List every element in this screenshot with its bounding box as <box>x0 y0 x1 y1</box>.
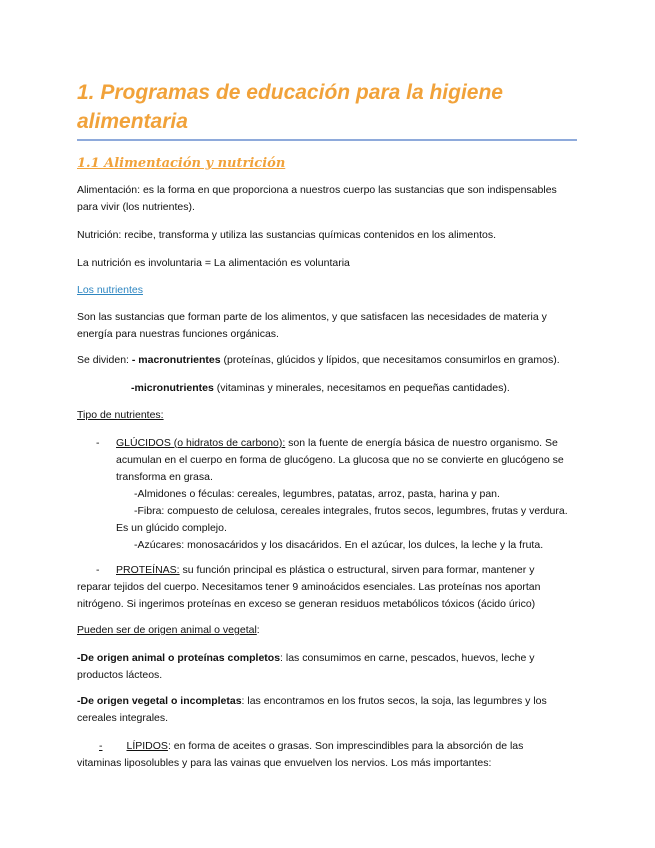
glucidos-bullet: - <box>96 437 100 449</box>
involuntaria-paragraph: La nutrición es involuntaria = La alimentación es voluntaria <box>77 257 350 269</box>
glucidos-rest: son la fuente de energía básica de nuestro organismo. Se acumulan en el cuerpo en forma de glucógeno. La glucosa que no se convierte en glucógeno se transforma en grasa. <box>116 437 564 483</box>
section-subtitle: 1.1 Alimentación y nutrición <box>77 156 286 171</box>
se-dividen-prefix: Se dividen: <box>77 354 132 366</box>
origen-animal-paragraph <box>77 650 547 684</box>
vegetal-label: -De origen vegetal o incompletas <box>77 695 242 707</box>
origen-heading <box>77 622 260 639</box>
vegetal-rest: : las encontramos en los frutos secos, la soja, las legumbres y los cereales integrales. <box>77 695 547 724</box>
animal-label: -De origen animal o proteínas completos <box>77 652 281 664</box>
micro-rest: (vitaminas y minerales, necesitamos en pequeñas cantidades). <box>213 382 510 394</box>
micro-label: -micronutrientes <box>131 382 214 394</box>
origen-colon: : <box>256 624 260 636</box>
se-dividen-macro <box>77 352 577 369</box>
nutrientes-definition: Son las sustancias que forman parte de los alimentos, y que satisfacen las necesidades de materia y energía para nuestras funciones orgánicas. <box>77 311 547 340</box>
proteinas-rest: su función principal es plástica o estructural, sirven para formar, mantener y reparar tejidos del cuerpo. Necesitamos tener 9 aminoácidos esenciales. Las proteínas nos aportan nitrógeno. Si ingerimos proteínas en exceso se generan residuos metabólicos tóxicos (ácido úrico) <box>77 564 541 610</box>
glucidos-label: GLÚCIDOS (o hidratos de carbono): <box>116 437 286 449</box>
macro-label: - macronutrientes <box>131 354 221 366</box>
alimentacion-paragraph: Alimentación: es la forma en que proporciona a nuestros cuerpo las sustancias que son indispensables para vivir (los nutrientes). <box>77 184 557 213</box>
nutrientes-heading-link[interactable]: Los nutrientes <box>77 284 143 296</box>
micronutrientes-line <box>131 380 561 397</box>
almidones-line: -Almidones o féculas: cereales, legumbres, patatas, arroz, pasta, harina y pan. <box>134 488 500 500</box>
title-divider <box>77 139 577 141</box>
proteinas-label: PROTEÍNAS: <box>116 564 180 576</box>
origen-heading-text: Pueden ser de origen animal o vegetal <box>77 624 257 636</box>
fibra-line: -Fibra: compuesto de celulosa, cereales integrales, frutos secos, legumbres, frutas y verdura. <box>134 505 568 517</box>
nutricion-paragraph: Nutrición: recibe, transforma y utiliza las sustancias químicas contenidos en los alimentos. <box>77 229 497 241</box>
macro-rest: (proteínas, glúcidos y lípidos, que necesitamos consumirlos en gramos). <box>220 354 560 366</box>
glucido-complejo-line: Es un glúcido complejo. <box>116 522 227 534</box>
lipidos-paragraph <box>77 738 567 772</box>
proteinas-bullet: - <box>96 564 100 576</box>
lipidos-bullet: - <box>99 740 103 752</box>
lipidos-rest: : en forma de aceites o grasas. Son imprescindibles para la absorción de las vitaminas liposolubles y para las vainas que envuelven los nervios. Los más importantes: <box>77 740 524 769</box>
azucares-line: -Azúcares: monosacáridos y los disacáridos. En el azúcar, los dulces, la leche y la fruta. <box>134 539 544 551</box>
origen-vegetal-paragraph <box>77 693 557 727</box>
animal-rest: : las consumimos en carne, pescados, huevos, leche y productos lácteos. <box>77 652 535 681</box>
glucidos-paragraph <box>116 435 576 486</box>
tipo-nutrientes-heading: Tipo de nutrientes: <box>77 409 164 421</box>
page-title: 1. Programas de educación para la higiene alimentaria <box>77 81 503 133</box>
proteinas-paragraph <box>77 562 557 613</box>
lipidos-label: LÍPIDOS <box>126 740 168 752</box>
